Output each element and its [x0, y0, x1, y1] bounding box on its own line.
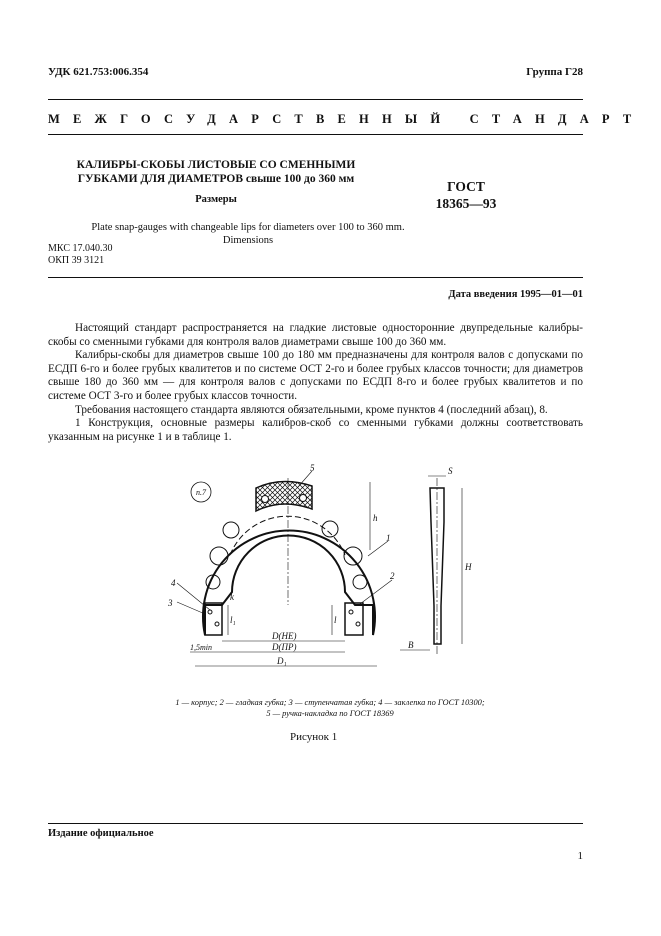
group-code: Группа Г28 [526, 66, 583, 78]
gost-block [425, 178, 507, 212]
hole-left-top [223, 522, 239, 538]
leader-3 [177, 602, 205, 614]
okp-code: ОКП 39 3121 [48, 255, 105, 266]
label-h: h [373, 513, 378, 523]
top-rule [48, 99, 583, 100]
title-line-2: ГУБКАМИ ДЛЯ ДИАМЕТРОВ свыше 100 до 360 мм [77, 173, 355, 185]
left-lip-rivet-2 [215, 622, 219, 626]
paragraph-3: Требования настоящего стандарта являются обязательными, кроме пунктов 4 (последний абзац), 8. [75, 403, 548, 416]
label-B: B [408, 640, 414, 650]
label-dne: D(НЕ) [272, 631, 297, 641]
leader-1 [368, 541, 388, 556]
figure-1-drawing [150, 455, 510, 695]
standard-banner: МЕЖГОСУДАРСТВЕННЫЙ СТАНДАРТ [48, 112, 645, 126]
hole-right-low [353, 575, 367, 589]
label-H: H [465, 562, 472, 572]
handle-rivet-left [262, 496, 269, 503]
udk-code: УДК 621.753:006.354 [48, 66, 149, 78]
label-4: 4 [171, 578, 176, 588]
caption-line-1: 1 — корпус; 2 — гладкая губка; 3 — ступенчатая губка; 4 — заклепка по ГОСТ 10300; [175, 698, 485, 707]
page-number: 1 [577, 850, 583, 862]
paragraph-4: 1 Конструкция, основные размеры калибров-скоб со сменными губками должны соответствовать указанным на рисунке 1 и в таблице 1. [48, 417, 583, 443]
gauge-body-outline [203, 531, 375, 635]
caption-line-2: 5 — ручка-накладка по ГОСТ 18369 [266, 709, 394, 718]
label-s: S [448, 466, 453, 476]
english-title-line-2: Dimensions [222, 235, 274, 246]
label-1: 1 [386, 533, 391, 543]
hole-right-mid [344, 547, 362, 565]
paragraph-1: Настоящий стандарт распространяется на гладкие листовые односторонние двупредельные калибры-скобы со сменными губками для контроля валов диаметрами свыше 100 до 360 мм. [48, 322, 583, 348]
figure-caption [100, 697, 560, 719]
label-k: k [230, 592, 234, 602]
introduction-date: Дата введения 1995—01—01 [448, 289, 583, 300]
figure-label: Рисунок 1 [290, 731, 338, 743]
hole-right-top [322, 521, 338, 537]
right-lip [345, 603, 363, 635]
label-5: 5 [310, 463, 315, 473]
document-subtitle: Размеры [195, 194, 237, 205]
label-l: l [334, 615, 337, 625]
label-3: 3 [168, 598, 173, 608]
footer-rule [48, 823, 583, 824]
document-title [60, 158, 372, 186]
label-dpr: D(ПР) [272, 642, 297, 652]
label-d1: D₁ [277, 656, 287, 666]
english-title-line-1: Plate snap-gauges with changeable lips for diameters over 100 to 360 mm. [91, 222, 405, 233]
paragraph-2: Калибры-скобы для диаметров свыше 100 до 180 мм предназначены для контроля валов с допусками по ЕСДП 6-го и более грубых квалитетов и по системе ОСТ 2-го и более грубых классов точности; для диаметров свыше 180 до 360 мм — для контроля валов с допусками по ЕСДП 8-го и более грубых квалитетов и по системе ОСТ 3-го и более грубых классов точности. [48, 349, 583, 402]
right-lip-rivet-1 [349, 610, 353, 614]
hole-left-mid [210, 547, 228, 565]
mks-code: МКС 17.040.30 [48, 243, 113, 254]
banner-rule [48, 134, 583, 135]
gost-number: 18365—93 [435, 196, 497, 211]
edition-note: Издание официальное [48, 828, 154, 839]
left-lip-rivet-1 [208, 610, 212, 614]
classification-codes [48, 243, 112, 267]
leader-2 [360, 580, 392, 604]
right-lip-rivet-2 [356, 622, 360, 626]
title-line-1: КАЛИБРЫ-СКОБЫ ЛИСТОВЫЕ СО СМЕННЫМИ [76, 159, 356, 171]
intro-rule [48, 277, 583, 278]
label-l1: l₁ [230, 615, 236, 625]
label-p7: п.7 [196, 488, 206, 497]
body-text [48, 322, 583, 444]
gost-label: ГОСТ [447, 179, 485, 194]
handle-rivet-right [300, 495, 307, 502]
label-2: 2 [390, 571, 395, 581]
label-min: 1,5min [190, 643, 212, 652]
